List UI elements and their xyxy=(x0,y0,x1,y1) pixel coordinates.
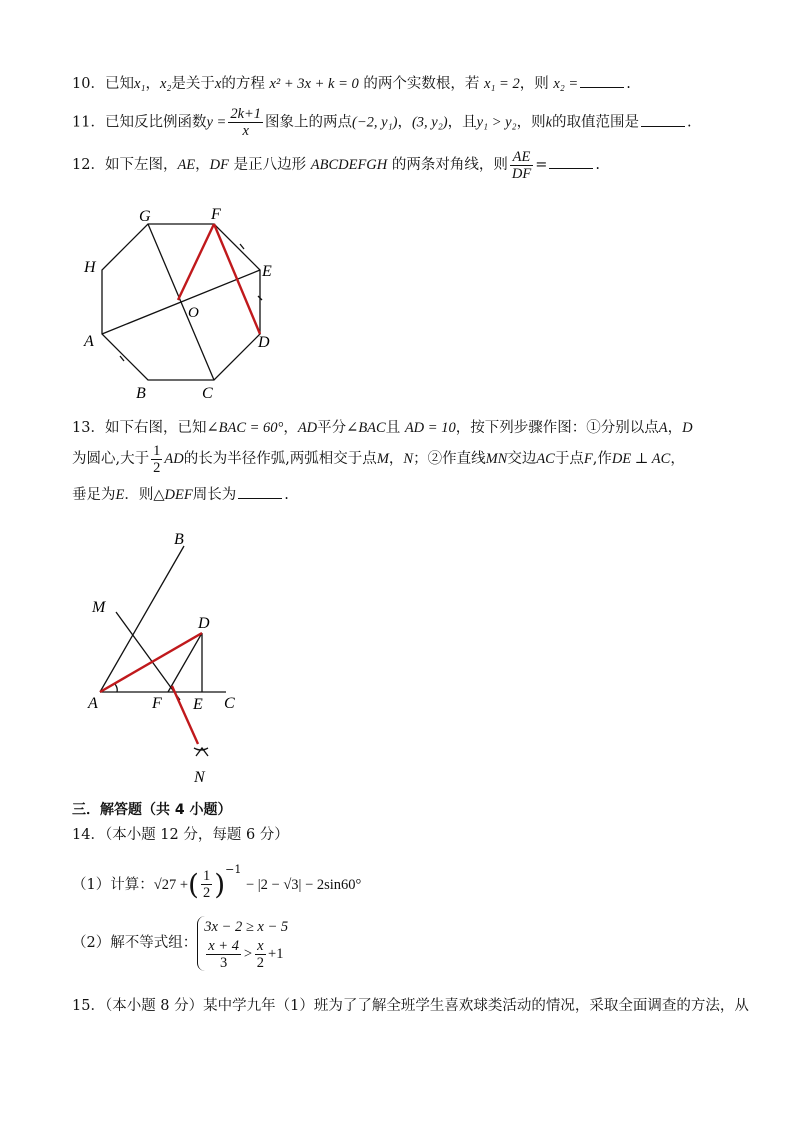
ineq2-gt: > xyxy=(242,945,253,962)
q13-point-e: E xyxy=(115,487,125,503)
label-d: D xyxy=(198,615,210,632)
q13-sep: ， xyxy=(670,451,685,467)
question-14-part1 xyxy=(72,858,361,907)
q13-half-num: 1 xyxy=(153,442,161,459)
q13-perp: DE ⊥ AC xyxy=(611,451,671,467)
q11-yeq: y = xyxy=(206,114,227,131)
question-11 xyxy=(72,106,692,139)
q13-sep: ， xyxy=(388,451,404,467)
q13-angle2: ∠BAC xyxy=(346,420,386,436)
q14-p1-fraction xyxy=(201,868,212,901)
q13-point-m: M xyxy=(376,451,389,467)
label-a: A xyxy=(88,695,98,712)
ineq2-left-den: 3 xyxy=(219,954,228,971)
q13-point-a: A xyxy=(658,420,668,436)
q13-text: 垂足为 xyxy=(72,487,116,503)
q13-text: 交边 xyxy=(507,451,537,467)
q13-half-den: 2 xyxy=(153,459,161,476)
q13-text: ，按下列步骤作图：①分别以点 xyxy=(455,420,659,436)
tick-mark xyxy=(240,244,244,249)
ineq2-tail: +1 xyxy=(268,945,284,962)
q10-given: x₁ = 2 xyxy=(483,76,520,92)
label-f: F xyxy=(152,695,162,712)
q10-text: 的方程 xyxy=(221,76,265,92)
answer-blank[interactable] xyxy=(641,112,685,127)
question-14-header: 14．（本小题 12 分，每题 6 分） xyxy=(72,827,289,843)
q10-x1: x₁ xyxy=(133,76,146,92)
question-13-line1 xyxy=(72,418,693,438)
octagon-figure xyxy=(72,200,302,405)
label-g: G xyxy=(139,208,151,225)
q13-prefix: 13．如下右图，已知 xyxy=(72,420,207,436)
ray-ab xyxy=(100,546,184,692)
q13-end: . xyxy=(284,487,289,503)
answer-blank[interactable] xyxy=(549,154,593,169)
q12-frac-den: DF xyxy=(511,165,532,182)
red-segment-fn xyxy=(172,686,198,744)
q13-text: ．则 xyxy=(124,487,154,503)
q12-text: 是正八边形 xyxy=(233,157,307,173)
label-a: A xyxy=(84,333,94,350)
tick-mark xyxy=(120,356,124,361)
q13-ad-eq: AD = 10 xyxy=(404,420,456,436)
q13-half xyxy=(151,443,162,476)
q11-end: . xyxy=(687,114,692,131)
q13-point-f: F xyxy=(583,451,593,467)
q10-ask: x₂ = xyxy=(553,76,579,92)
ineq2-left-num: x + 4 xyxy=(208,937,239,954)
q14-p1-expr-a: √27 + xyxy=(153,876,188,893)
q14-p1-frac-num: 1 xyxy=(202,868,211,885)
q13-text: 且 xyxy=(385,420,401,436)
question-14-part2 xyxy=(72,915,288,971)
q13-triangle: △DEF xyxy=(153,487,193,503)
ineq2-right-num: x xyxy=(255,938,266,955)
q13-point-d: D xyxy=(682,420,693,436)
angle-arc xyxy=(115,684,117,692)
q11-text: ，则 xyxy=(516,114,546,131)
q14-p1-exponent: −1 xyxy=(225,863,242,876)
q13-ac: AC xyxy=(536,451,555,467)
q10-equation: x² + 3x + k = 0 xyxy=(269,76,359,92)
q13-text: 为圆心,大于 xyxy=(72,451,150,467)
question-15: 15．（本小题 8 分）某中学九年（1）班为了了解全班学生喜欢球类活动的情况，采取全面调查的方法，从 xyxy=(72,998,749,1014)
q12-ae: AE xyxy=(177,157,196,173)
ineq2-right-fraction xyxy=(255,938,266,971)
q11-prefix: 11．已知反比例函数 xyxy=(72,114,207,131)
q11-text: ，且 xyxy=(447,114,477,131)
q13-angle: ∠BAC = 60° xyxy=(206,420,284,436)
q12-sep: ， xyxy=(195,157,210,173)
q14-p1-expr-b: − |2 − √3| − 2sin60° xyxy=(245,876,362,893)
label-o: O xyxy=(188,305,199,321)
q12-prefix: 12．如下左图， xyxy=(72,157,178,173)
label-n: N xyxy=(194,769,205,786)
inequality-2 xyxy=(204,938,288,971)
question-10 xyxy=(72,73,631,94)
q13-text: ；②作直线 xyxy=(413,451,486,467)
q12-fraction xyxy=(510,149,533,182)
q11-k: k xyxy=(545,114,553,131)
q10-var: x xyxy=(214,76,222,92)
red-segment-fd xyxy=(214,224,260,334)
q13-mn: MN xyxy=(485,451,508,467)
q10-end: . xyxy=(626,76,631,92)
inequality-1: 3x − 2 ≥ x − 5 xyxy=(204,918,289,935)
label-c: C xyxy=(224,695,235,712)
label-h: H xyxy=(84,259,96,276)
q11-sep: ， xyxy=(397,114,412,131)
q11-frac-den: x xyxy=(242,123,249,139)
q13-text: 周长为 xyxy=(192,487,237,503)
q10-x2: x₂ xyxy=(159,76,172,92)
answer-blank[interactable] xyxy=(238,484,282,499)
q11-frac-num: 2k+1 xyxy=(230,106,262,122)
q11-condition: y₁ > y₂ xyxy=(476,114,517,131)
q13-sep: ， xyxy=(283,420,298,436)
q13-sep: ， xyxy=(667,420,683,436)
q10-sep: ， xyxy=(145,76,160,92)
paren-right: ) xyxy=(214,867,226,901)
q13-text: 的长为半径作弧,两弧相交于点 xyxy=(183,451,377,467)
label-f: F xyxy=(211,206,221,223)
q12-eq: = xyxy=(535,157,548,173)
question-13-line2 xyxy=(72,442,685,476)
paren-left: ( xyxy=(188,867,199,901)
q14-p2-label: （2）解不等式组： xyxy=(72,935,198,951)
label-e: E xyxy=(193,696,203,713)
q12-end: . xyxy=(595,157,600,173)
q13-text: 于点 xyxy=(554,451,584,467)
question-13-line3 xyxy=(72,484,289,505)
angle-construction-figure xyxy=(80,525,250,787)
inequality-system xyxy=(197,916,288,971)
question-12 xyxy=(72,148,600,182)
q10-text: 是关于 xyxy=(171,76,215,92)
q11-fraction xyxy=(228,106,263,139)
q10-prefix: 10．已知 xyxy=(72,76,134,92)
q11-text: 图象上的两点 xyxy=(265,114,353,131)
q12-df: DF xyxy=(209,157,230,173)
q14-p1-label: （1）计算： xyxy=(72,876,154,893)
red-segment-of xyxy=(178,224,214,300)
q14-p1-frac-den: 2 xyxy=(202,885,211,902)
q13-ad: AD xyxy=(297,420,318,436)
q13-text: ,作 xyxy=(592,451,612,467)
q12-frac-num: AE xyxy=(510,149,533,166)
ineq2-right-den: 2 xyxy=(256,954,265,971)
q13-text: 平分 xyxy=(317,420,347,436)
q13-ad2: AD xyxy=(164,451,184,467)
q12-text: 的两条对角线，则 xyxy=(391,157,508,173)
ineq2-left-fraction xyxy=(206,938,241,971)
label-b: B xyxy=(136,385,146,402)
label-c: C xyxy=(202,385,213,402)
q12-polygon: ABCDEFGH xyxy=(310,157,388,173)
label-d: D xyxy=(258,334,270,351)
red-segment-ad xyxy=(100,633,202,692)
q10-text: ，则 xyxy=(519,76,549,92)
label-e: E xyxy=(262,263,272,280)
label-m: M xyxy=(92,599,106,616)
q11-point2: (3, y₂) xyxy=(411,114,448,131)
section-title: 三．解答题（共 4 小题） xyxy=(72,802,232,818)
q10-text: 的两个实数根，若 xyxy=(363,76,480,92)
q11-point1: (−2, y₁) xyxy=(352,114,398,131)
q13-point-n: N xyxy=(403,451,414,467)
label-b: B xyxy=(174,531,184,548)
answer-blank[interactable] xyxy=(580,73,624,88)
q11-text: 的取值范围是 xyxy=(552,114,640,131)
